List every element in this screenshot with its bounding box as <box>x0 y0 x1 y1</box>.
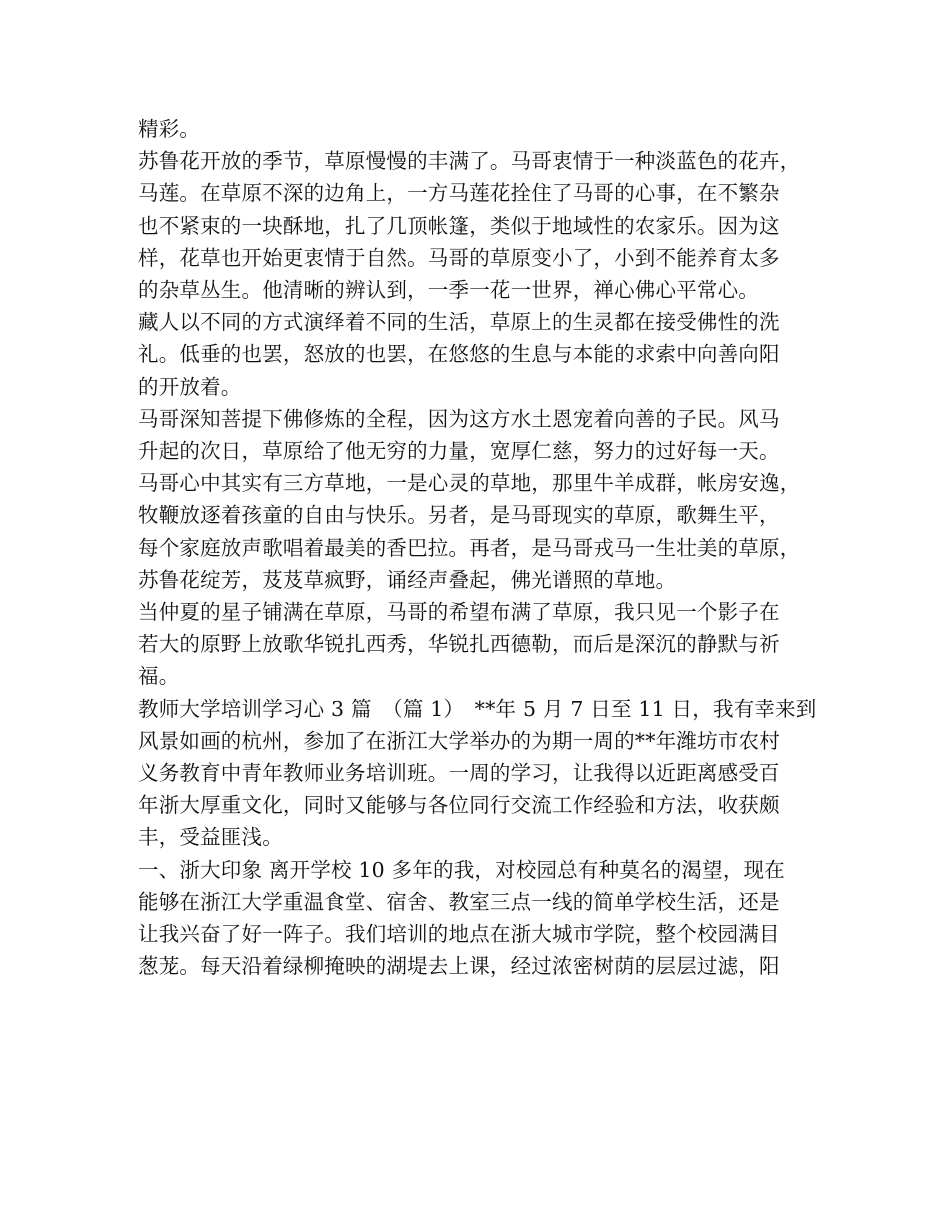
text-line: 让我兴奋了好一阵子。我们培训的地点在浙大城市学院，整个校园满目 <box>138 922 780 947</box>
text-line: 马哥深知菩提下佛修炼的全程，因为这方水土恩宠着向善的子民。风马 <box>138 406 780 431</box>
text-line: 年浙大厚重文化，同时又能够与各位同行交流工作经验和方法，收获颇 <box>138 793 780 818</box>
text-line: 教师大学培训学习心 3 篇 （篇 1） **年 5 月 7 日至 11 日，我有幸来到 <box>138 696 817 721</box>
text-line: 丰，受益匪浅。 <box>138 825 283 850</box>
document-body <box>138 113 828 982</box>
text-line: 一、浙大印象 离开学校 10 多年的我，对校园总有种莫名的渴望，现在 <box>138 857 785 882</box>
text-line: 的开放着。 <box>138 374 242 399</box>
text-line: 福。 <box>138 664 180 689</box>
text-line: 精彩。 <box>138 117 201 141</box>
text-line: 苏鲁花开放的季节，草原慢慢的丰满了。马哥衷情于一种淡蓝色的花卉， <box>138 149 801 174</box>
text-line: 样，花草也开始更衷情于自然。马哥的草原变小了，小到不能养育太多 <box>138 245 780 270</box>
text-line: 牧鞭放逐着孩童的自由与快乐。另者，是马哥现实的草原，歌舞生平， <box>138 503 780 528</box>
text-line: 苏鲁花绽芳，芨芨草疯野，诵经声叠起，佛光谱照的草地。 <box>138 567 677 592</box>
text-line: 的杂草丛生。他清晰的辨认到，一季一花一世界，禅心佛心平常心。 <box>138 278 759 303</box>
text-line: 能够在浙江大学重温食堂、宿舍、教室三点一线的简单学校生活，还是 <box>138 889 780 914</box>
text-line: 礼。低垂的也罢，怒放的也罢，在悠悠的生息与本能的求索中向善向阳 <box>138 342 780 367</box>
text-line: 葱茏。每天沿着绿柳掩映的湖堤去上课，经过浓密树荫的层层过滤，阳 <box>138 954 780 979</box>
text-line: 马莲。在草原不深的边角上，一方马莲花拴住了马哥的心事，在不繁杂 <box>138 181 780 206</box>
text-line: 若大的原野上放歌华锐扎西秀，华锐扎西德勒，而后是深沉的静默与祈 <box>138 632 780 657</box>
text-line: 也不紧束的一块酥地，扎了几顶帐篷，类似于地域性的农家乐。因为这 <box>138 213 780 238</box>
text-line: 升起的次日，草原给了他无穷的力量，宽厚仁慈，努力的过好每一天。 <box>138 439 780 464</box>
text-line: 当仲夏的星子铺满在草原，马哥的希望布满了草原，我只见一个影子在 <box>138 600 780 625</box>
text-line: 每个家庭放声歌唱着最美的香巴拉。再者，是马哥戎马一生壮美的草原， <box>138 535 801 560</box>
text-line: 义务教育中青年教师业务培训班。一周的学习，让我得以近距离感受百 <box>138 761 780 786</box>
text-line: 马哥心中其实有三方草地，一是心灵的草地，那里牛羊成群，帐房安逸， <box>138 471 801 496</box>
text-line: 藏人以不同的方式演绎着不同的生活，草原上的生灵都在接受佛性的洗 <box>138 310 780 335</box>
text-line: 风景如画的杭州，参加了在浙江大学举办的为期一周的**年潍坊市农村 <box>138 728 780 753</box>
